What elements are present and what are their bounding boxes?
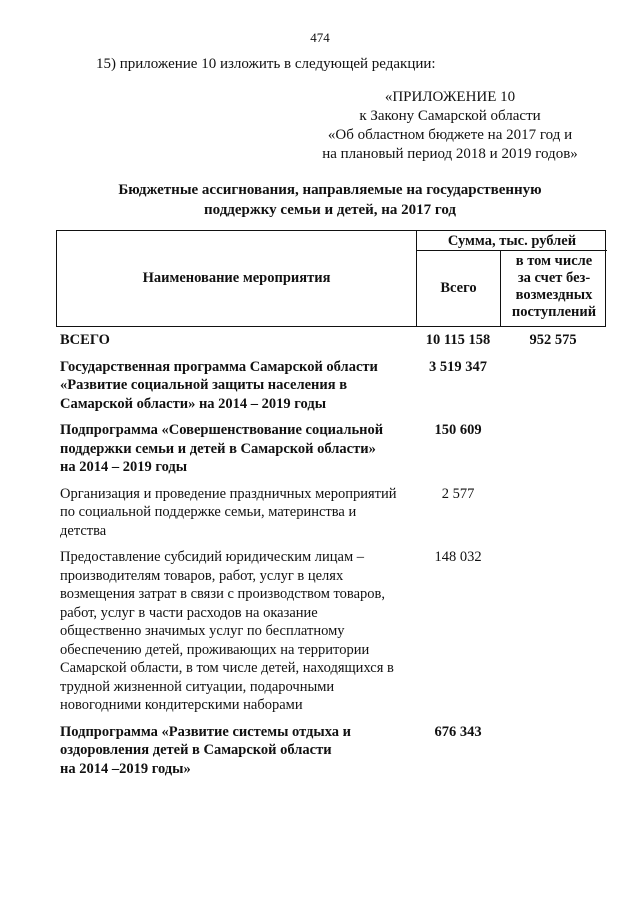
header-total: Всего	[417, 251, 501, 326]
row-name-line: Организация и проведение праздничных мероприятий	[60, 485, 397, 502]
row-name-line: «Развитие социальной защиты населения в	[60, 377, 348, 393]
appendix-line: «ПРИЛОЖЕНИЕ 10	[384, 89, 516, 105]
appendix-line: к Закону Самарской области	[359, 108, 541, 124]
header-included-line: возмездных	[515, 287, 593, 303]
row-total: 10 115 158	[425, 332, 491, 348]
table-row	[56, 485, 606, 541]
appendix-line: «Об областном бюджете на 2017 год и	[327, 127, 573, 143]
row-name-line: ВСЕГО	[60, 332, 110, 348]
row-total: 2 577	[441, 485, 475, 502]
row-name-line: на 2014 – 2019 годы	[60, 459, 188, 475]
row-included	[500, 485, 606, 541]
row-name-line: возмещения затрат в связи с производством товаров,	[60, 586, 385, 602]
table-row	[56, 548, 606, 715]
budget-table	[56, 230, 606, 778]
row-total: 148 032	[434, 549, 482, 565]
intro-text: 15) приложение 10 изложить в следующей редакции:	[96, 56, 436, 72]
header-name: Наименование мероприятия	[57, 231, 417, 326]
table-header	[56, 230, 606, 327]
header-included	[501, 251, 607, 326]
page-number: 474	[310, 30, 330, 45]
header-included-line: в том числе	[515, 253, 593, 269]
row-name	[56, 485, 416, 541]
row-included	[500, 548, 606, 715]
title-line: Бюджетные ассигнования, направляемые на государственную	[118, 182, 542, 198]
row-included	[500, 358, 606, 414]
table-row	[56, 421, 606, 477]
row-name	[56, 358, 416, 414]
row-name-line: общественно значимых услуг по бесплатному	[60, 623, 345, 639]
header-included-line: поступлений	[511, 304, 597, 320]
document-title	[100, 180, 560, 220]
row-name-line: Подпрограмма «Развитие системы отдыха и	[60, 723, 351, 740]
header-sum: Сумма, тыс. рублей	[417, 231, 607, 251]
row-name	[56, 331, 416, 350]
table-row	[56, 331, 606, 350]
row-total: 676 343	[434, 723, 482, 740]
row-name-line: обеспечению детей, проживающих на территории	[60, 641, 370, 658]
appendix-heading	[300, 88, 600, 164]
row-name-line: детства	[60, 522, 107, 539]
header-included-line: за счет без-	[517, 270, 591, 286]
row-name-line: работ, услуг в части расходов на оказание	[60, 604, 318, 621]
row-name-line: Самарской области, в том числе детей, находящихся в	[60, 660, 394, 676]
row-included	[500, 421, 606, 477]
row-name	[56, 548, 416, 715]
row-name	[56, 421, 416, 477]
row-name	[56, 723, 416, 779]
row-name-line: оздоровления детей в Самарской области	[60, 742, 332, 758]
row-included	[500, 723, 606, 779]
row-total: 150 609	[434, 422, 482, 438]
table-row	[56, 723, 606, 779]
row-name-line: производителям товаров, работ, услуг в целях	[60, 567, 344, 584]
row-name-line: трудной жизненной ситуации, подарочными	[60, 678, 335, 695]
row-name-line: поддержки семьи и детей в Самарской области»	[60, 440, 376, 457]
row-name-line: новогодними кондитерскими наборами	[60, 697, 303, 713]
row-name-line: Государственная программа Самарской области	[60, 358, 378, 375]
row-name-line: Подпрограмма «Совершенствование социальной	[60, 422, 384, 438]
row-name-line: Самарской области» на 2014 – 2019 годы	[60, 395, 327, 412]
row-name-line: Предоставление субсидий юридическим лицам –	[60, 549, 364, 565]
table-body	[56, 331, 606, 778]
title-line: поддержку семьи и детей, на 2017 год	[203, 202, 457, 218]
table-row	[56, 358, 606, 414]
row-name-line: по социальной поддержке семьи, материнства и	[60, 504, 357, 520]
row-included: 952 575	[529, 332, 577, 348]
row-total: 3 519 347	[429, 358, 487, 375]
row-name-line: на 2014 –2019 годы»	[60, 760, 191, 777]
appendix-line: на плановый период 2018 и 2019 годов»	[322, 146, 578, 162]
